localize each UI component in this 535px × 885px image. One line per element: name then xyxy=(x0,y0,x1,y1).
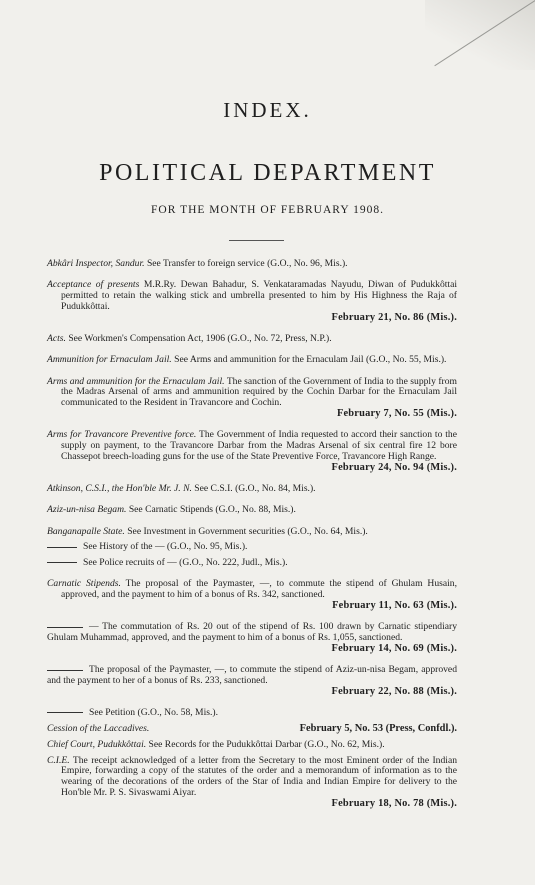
ditto-dash xyxy=(47,712,83,713)
entry-date: February 11, No. 63 (Mis.). xyxy=(332,600,457,612)
entry-text: The proposal of the Paymaster, —, to commute the stipend of Ghulam Husain, approved, and the payment to him of a bonus of Rs. 342, sanctioned. xyxy=(61,578,457,601)
sub-entry-text: The proposal of the Paymaster, —, to commute the stipend of Aziz-un-nisa Begam, approved and the payment to her of a bonus of Rs. 233, sanctioned. xyxy=(47,664,457,687)
entry-date: February 7, No. 55 (Mis.). xyxy=(336,407,457,419)
sub-entry-text: See History of the — (G.O., No. 95, Mis.). xyxy=(83,541,248,553)
ditto-dash xyxy=(47,670,83,671)
entry-text: See Arms and ammunition for the Ernaculam Jail (G.O., No. 55, Mis.). xyxy=(174,354,447,366)
ditto-dash xyxy=(47,547,77,548)
index-entry xyxy=(47,259,457,270)
entry-date: February 14, No. 69 (Mis.). xyxy=(331,642,457,654)
entry-text: See Investment in Government securities (G.O., No. 64, Mis.). xyxy=(127,525,368,537)
sub-entry xyxy=(47,542,457,553)
entry-head: Atkinson, C.S.I., the Hon'ble Mr. J. N. xyxy=(47,482,192,494)
entry-text: See Transfer to foreign service (G.O., No. 96, Mis.). xyxy=(146,258,348,269)
sub-entry xyxy=(47,558,457,569)
entry-text: M.R.Ry. Dewan Bahadur, S. Venkataramadas Nayudu, Diwan of Pudukkôttai permitted to retain the walking stick and umbrella presented to him by His Highness the Raja of Pudukkôttai. xyxy=(61,279,457,312)
index-entry xyxy=(47,484,457,495)
entry-date: February 18, No. 78 (Mis.). xyxy=(331,797,457,809)
entry-head: Cession of the Laccadives. xyxy=(47,722,150,734)
month-heading: FOR THE MONTH OF FEBRUARY 1908. xyxy=(151,204,384,216)
entry-head: Acts. xyxy=(47,332,66,344)
index-entry xyxy=(47,756,457,810)
entry-text: The receipt acknowledged of a letter from the Secretary to the most Eminent order of the Indian Empire, forwarding a copy of the statutes of the order and a memorandum of information as to the wearing of the decorations of the orders of the Star of India and Indian Empire for delivery to the Hon'ble Mr. P. S. Sivaswami Aiyar. xyxy=(61,754,457,798)
ditto-dash xyxy=(47,627,83,628)
index-entry xyxy=(47,579,457,611)
entry-head: Chief Court, Pudukkôttai. xyxy=(47,738,147,750)
sub-entry xyxy=(47,708,457,719)
index-entry xyxy=(47,740,457,751)
entry-head: Ammunition for Ernaculam Jail. xyxy=(47,354,172,366)
entry-text: The sanction of the Government of India to the supply from the Madras Arsenal of arms and ammunition required by the Cochin Darbar for the Ernaculam Jail communicated to the Resident in Travancore and Cochin. xyxy=(61,375,457,409)
entry-head: Arms and ammunition for the Ernaculam Jail. xyxy=(47,375,225,387)
ditto-dash xyxy=(47,562,77,563)
entry-text: The Government of India requested to accord their sanction to the supply on payment, to the Travancore Darbar from the Madras Arsenal of six central fire 12 bore Chassepot breech-loading guns for the use of the State Preventive Force, Travancore High Range. xyxy=(61,429,457,462)
index-entries xyxy=(47,259,457,820)
sub-entry-text: See Police recruits of — (G.O., No. 222, Judl., Mis.). xyxy=(83,557,288,569)
sub-entry-text: See Petition (G.O., No. 58, Mis.). xyxy=(89,707,218,719)
entry-date: February 24, No. 94 (Mis.). xyxy=(331,461,457,473)
index-entry xyxy=(47,724,457,735)
department-heading: POLITICAL DEPARTMENT xyxy=(99,160,436,186)
sub-entry-text: — The commutation of Rs. 20 out of the stipend of Rs. 100 drawn by Carnatic stipendiary Ghulam Muhammad, approved, and the payment to him of a bonus of Rs. 1,055, sanctioned. xyxy=(47,621,457,644)
entry-text: See Workmen's Compensation Act, 1906 (G.O., No. 72, Press, N.P.). xyxy=(68,332,332,344)
entry-text: See Carnatic Stipends (G.O., No. 88, Mis.). xyxy=(128,504,296,516)
entry-head: C.I.E. xyxy=(47,754,70,766)
index-entry xyxy=(47,280,457,323)
index-entry xyxy=(47,355,457,366)
entry-head: Abkâri Inspector, Sandur. xyxy=(47,258,145,269)
index-entry xyxy=(47,334,457,345)
entry-head: Banganapalle State. xyxy=(47,525,125,537)
entry-head: Aziz-un-nisa Begam. xyxy=(47,504,127,516)
entry-date: February 5, No. 53 (Press, Confdl.). xyxy=(299,722,457,734)
sub-entry xyxy=(47,665,457,697)
index-entry xyxy=(47,430,457,473)
entry-head: Arms for Travancore Preventive force. xyxy=(47,429,197,441)
entry-date: February 22, No. 88 (Mis.). xyxy=(331,685,457,697)
sub-entry xyxy=(47,622,457,654)
entry-text: See C.S.I. (G.O., No. 84, Mis.). xyxy=(194,482,316,494)
index-heading: INDEX. xyxy=(223,98,312,122)
entry-head: Acceptance of presents xyxy=(47,279,140,291)
entry-head: Carnatic Stipends. xyxy=(47,578,121,590)
index-entry xyxy=(47,377,457,420)
index-entry xyxy=(47,505,457,516)
index-entry xyxy=(47,527,457,538)
entry-text: See Records for the Pudukkôttai Darbar (G.O., No. 62, Mis.). xyxy=(148,738,385,750)
entry-date: February 21, No. 86 (Mis.). xyxy=(331,311,457,323)
heading-divider xyxy=(229,240,284,241)
